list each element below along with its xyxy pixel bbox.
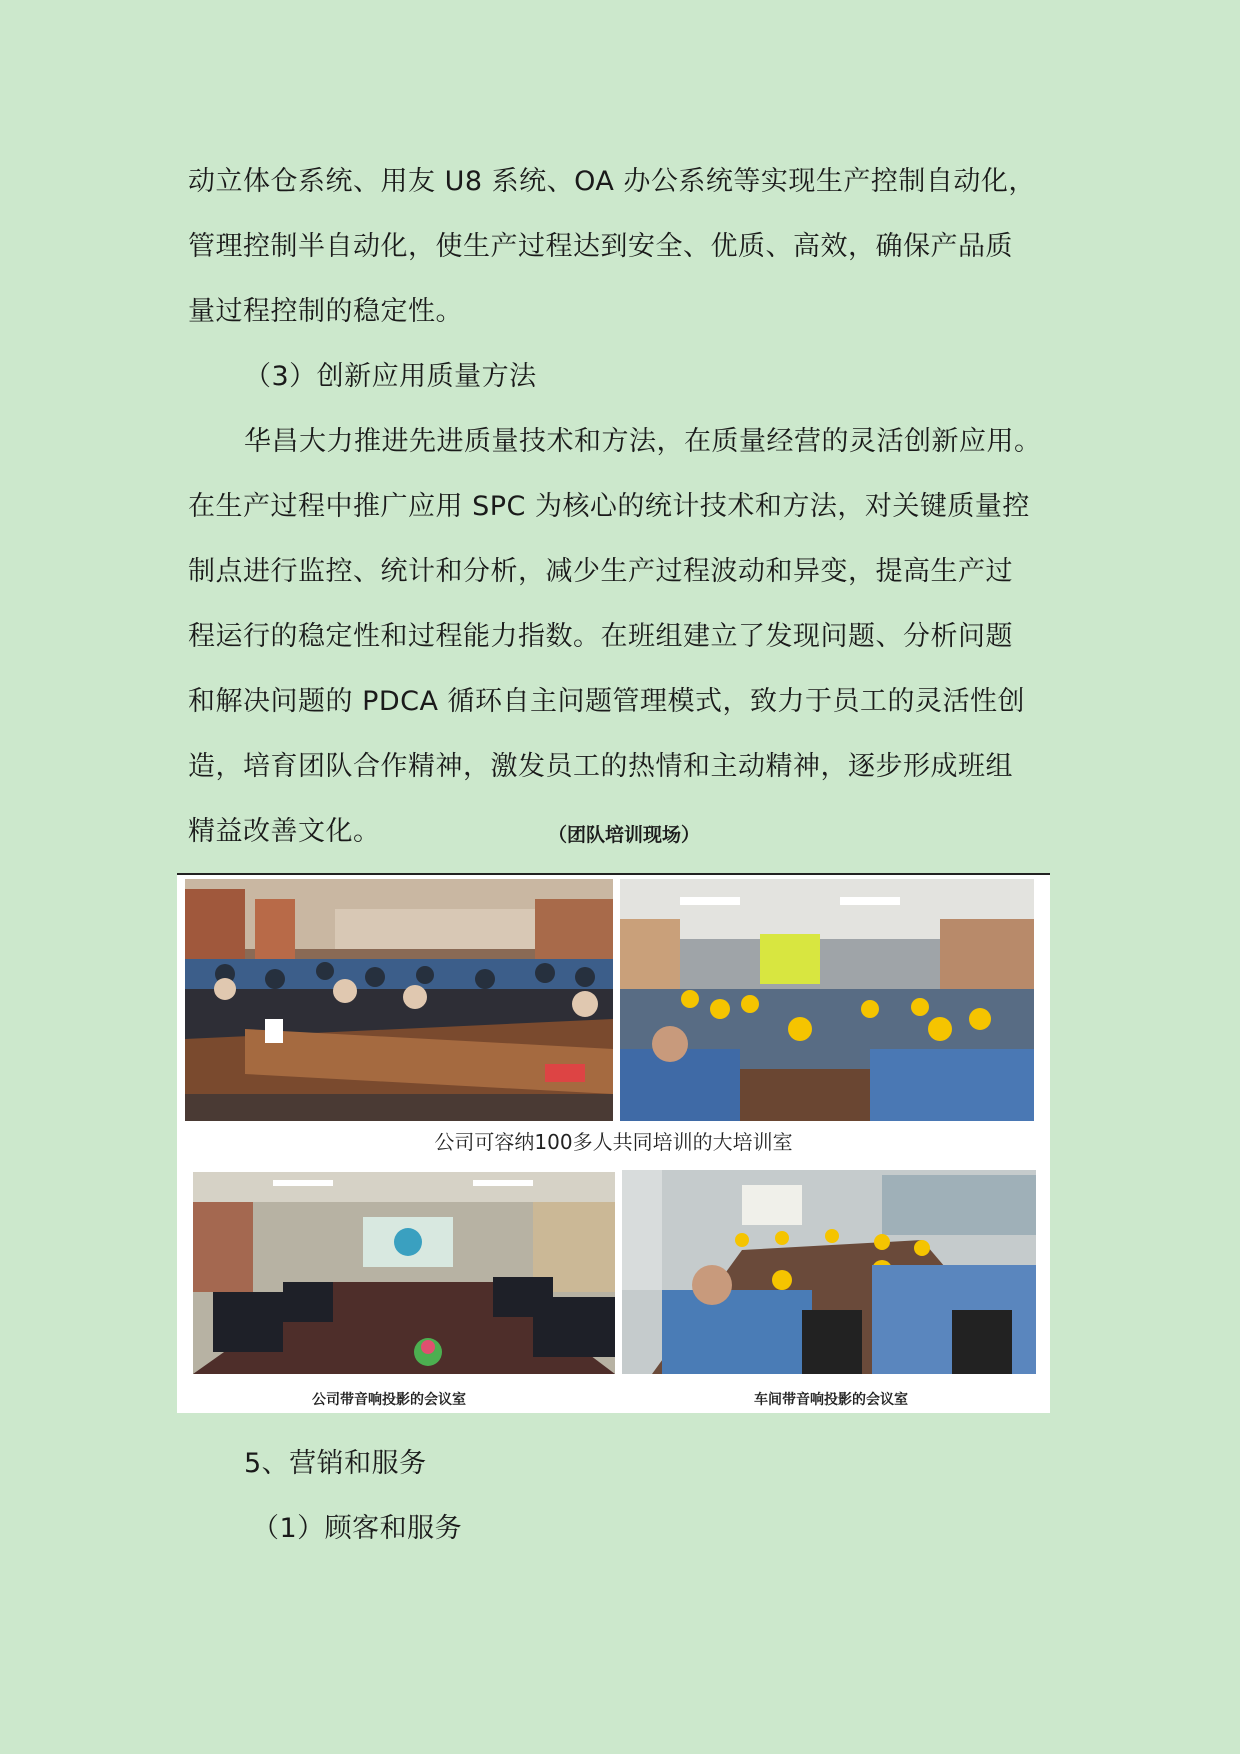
photo-workshop-meeting-room [622, 1170, 1036, 1374]
figure-caption-bottom-left: 公司带音响投影的会议室 [312, 1392, 466, 1408]
body-line-8: 程运行的稳定性和过程能力指数。在班组建立了发现问题、分析问题 [188, 621, 1013, 652]
body-line-7: 制点进行监控、统计和分析，减少生产过程波动和异变，提高生产过 [188, 556, 1013, 587]
body-line-10: 造，培育团队合作精神，激发员工的热情和主动精神，逐步形成班组 [188, 751, 1013, 782]
body-line-9: 和解决问题的 PDCA 循环自主问题管理模式，致力于员工的灵活性创 [188, 686, 1026, 717]
figure-title: （团队培训现场） [548, 824, 701, 846]
section-heading-5: 5、营销和服务 [244, 1448, 427, 1479]
figure-caption-top: 公司可容纳100多人共同培训的大培训室 [434, 1130, 793, 1154]
body-line-5: 华昌大力推进先进质量技术和方法，在质量经营的灵活创新应用。 [244, 426, 1042, 457]
figure-caption-bottom-right: 车间带音响投影的会议室 [754, 1392, 908, 1408]
body-line-1: 动立体仓系统、用友 U8 系统、OA 办公系统等实现生产控制自动化， [188, 166, 1036, 197]
body-line-6: 在生产过程中推广应用 SPC 为核心的统计技术和方法，对关键质量控 [188, 491, 1030, 522]
photo-training-room-front [185, 879, 613, 1121]
training-photo-figure [177, 873, 1050, 1413]
section-heading-3: （3）创新应用质量方法 [244, 361, 537, 392]
body-line-11: 精益改善文化。 [188, 816, 381, 847]
photo-training-room-helmets [620, 879, 1034, 1121]
body-line-2: 管理控制半自动化，使生产过程达到安全、优质、高效，确保产品质 [188, 231, 1013, 262]
section-heading-5-1: （1）顾客和服务 [252, 1513, 463, 1544]
photo-company-meeting-room [193, 1172, 615, 1374]
body-line-3: 量过程控制的稳定性。 [188, 296, 463, 327]
